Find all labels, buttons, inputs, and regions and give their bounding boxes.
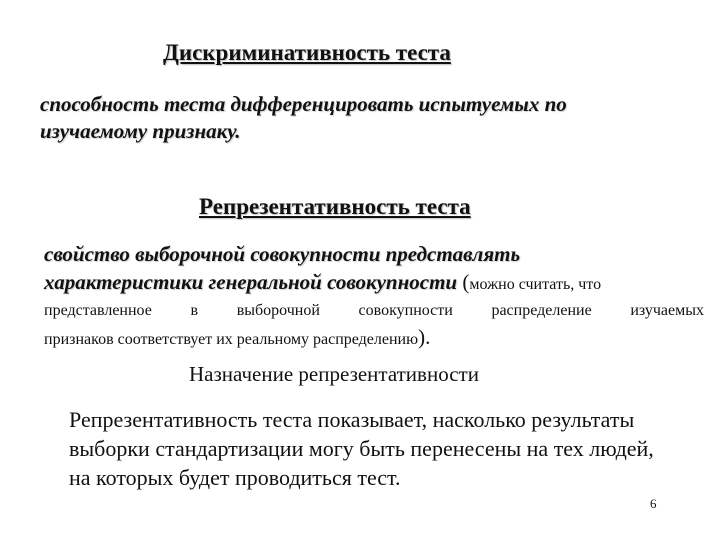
- paren-close: ).: [418, 325, 431, 349]
- purpose-text-line-1: Репрезентативность теста показывает, насколько результаты: [69, 407, 635, 432]
- note-word: в: [190, 302, 199, 319]
- definition-text: характеристики генеральной совокупности: [44, 270, 458, 294]
- representativeness-definition-line-1: свойство выборочной совокупности представлять: [44, 242, 521, 266]
- representativeness-definition-line-2: [44, 270, 601, 295]
- note-word: представленное: [44, 302, 152, 319]
- note-part-1: можно считать, что: [469, 276, 602, 293]
- note-word: выборочной: [236, 302, 320, 319]
- note-line-3-text: признаков соответствует их реальному распределению: [44, 331, 419, 348]
- representativeness-purpose-heading: Назначение репрезентативности: [189, 362, 479, 386]
- discriminativity-title: Дискриминативность теста: [163, 40, 451, 65]
- note-line-3: [44, 324, 430, 353]
- note-word: изучаемых: [630, 302, 704, 319]
- purpose-text-line-3: на которых будет проводиться тест.: [69, 465, 401, 490]
- note-line-2: [44, 298, 704, 324]
- page-number: 6: [650, 496, 657, 511]
- note-word: совокупности: [358, 302, 453, 319]
- discriminativity-definition-line-1: способность теста дифференцировать испытуемых по: [40, 92, 567, 116]
- discriminativity-definition-line-2: изучаемому признаку.: [40, 119, 241, 143]
- paren-open: (: [462, 270, 470, 294]
- note-word: распределение: [491, 302, 592, 319]
- representativeness-title: Репрезентативность теста: [199, 194, 471, 219]
- purpose-text-line-2: выборки стандартизации могу быть перенесены на тех людей,: [69, 436, 654, 461]
